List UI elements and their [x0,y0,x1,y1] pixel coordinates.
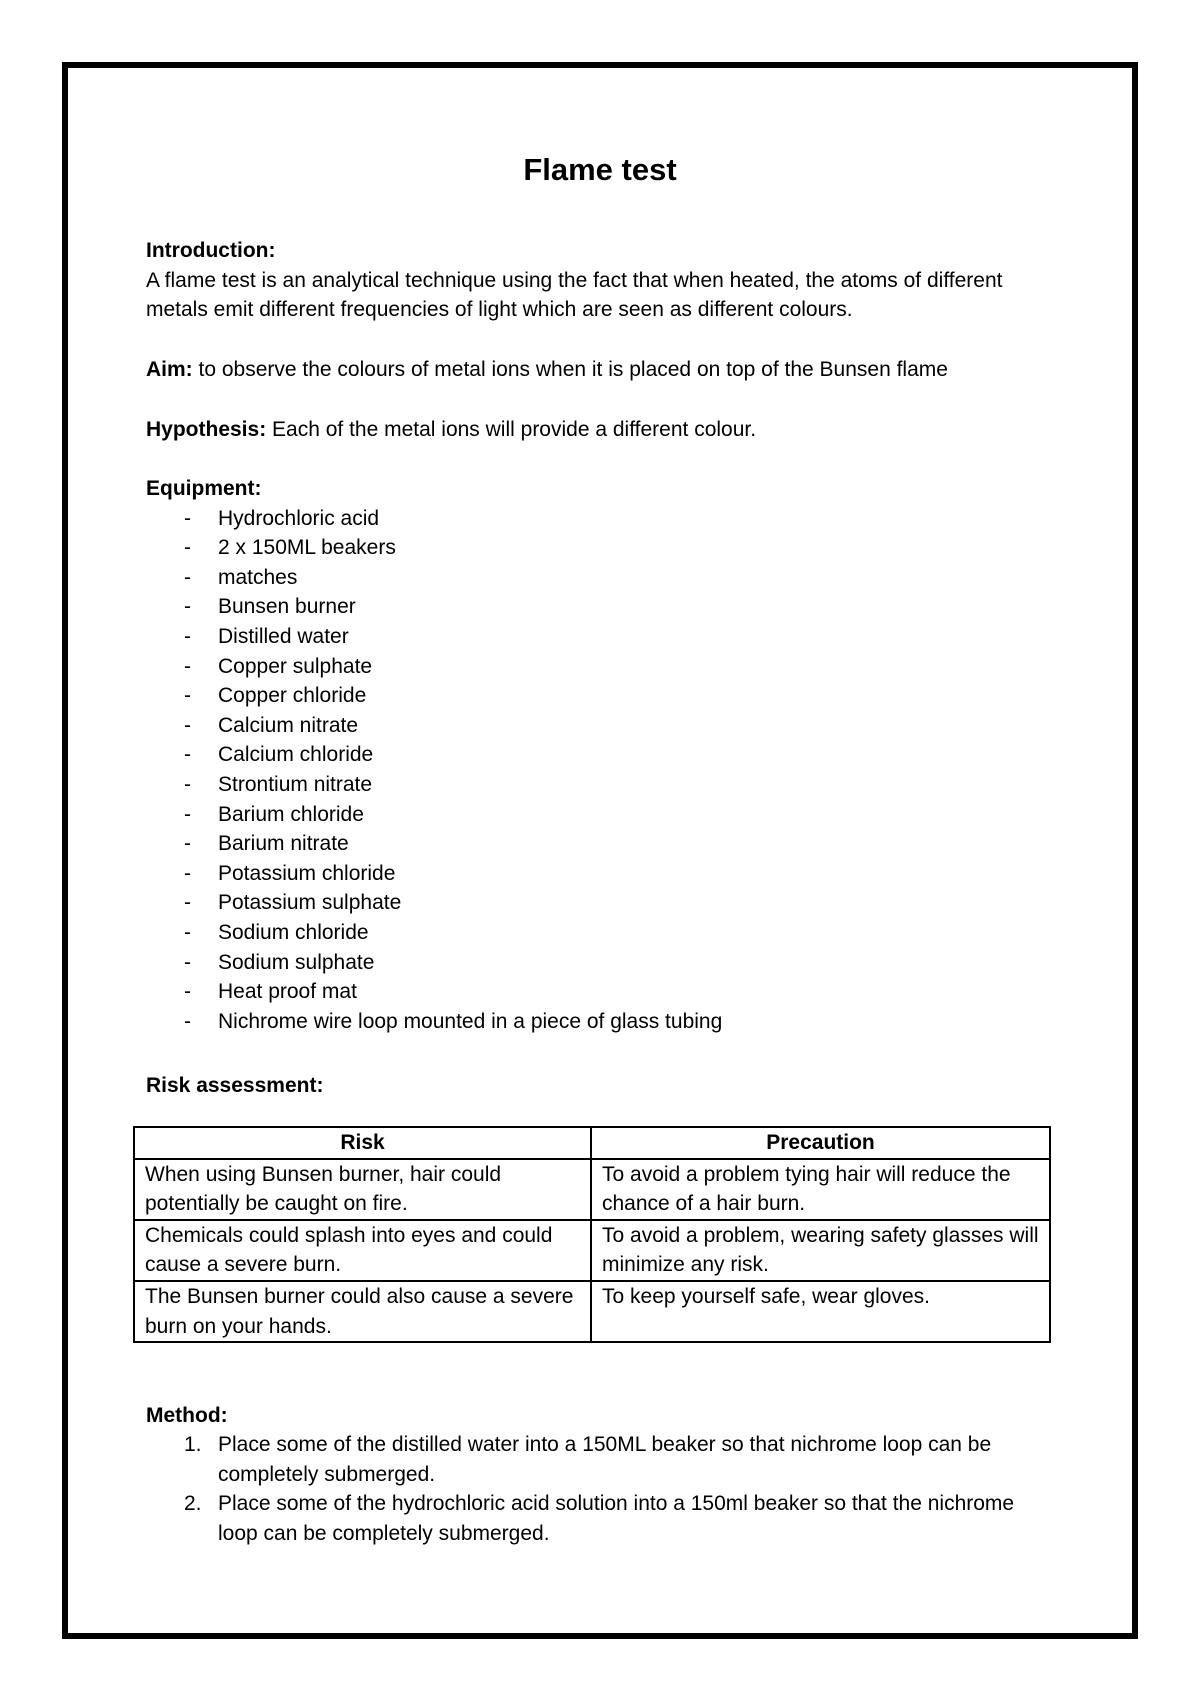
page-title: Flame test [523,152,677,187]
table-row [134,1220,1050,1281]
list-item: - Calcium chloride [184,743,374,767]
method-heading: Method: [146,1404,228,1427]
aim-text: to observe the colours of metal ions when it is placed on top of the Bunsen flame [192,358,948,381]
list-item: - Potassium chloride [184,861,396,885]
list-item: - Barium nitrate [184,832,349,856]
list-item: - Sodium sulphate [184,950,375,974]
hypothesis-text: Each of the metal ions will provide a different colour. [266,418,757,441]
method-section [146,1430,1046,1548]
risk-cell: Chemicals could splash into eyes and could cause a severe burn. [134,1220,591,1281]
list-item: - Copper chloride [184,684,367,708]
list-item: - Copper sulphate [184,654,373,678]
list-item: - Barium chloride [184,802,364,826]
list-item: 2. Place some of the hydrochloric acid solution into a 150ml beaker so that the nichrome loop can be completely submerged. [184,1492,1015,1545]
list-item: - Hydrochloric acid [184,506,380,530]
table-row [134,1159,1050,1220]
column-header-risk: Risk [134,1127,591,1159]
hypothesis-label: Hypothesis: [146,418,267,441]
risk-cell: When using Bunsen burner, hair could potentially be caught on fire. [134,1159,591,1220]
hypothesis-section [146,415,1046,445]
equipment-section [146,474,1046,1036]
risk-assessment-heading: Risk assessment: [146,1074,324,1097]
list-item: - Nichrome wire loop mounted in a piece of glass tubing [184,1009,723,1033]
equipment-heading: Equipment: [146,477,262,500]
list-item: - Heat proof mat [184,980,357,1004]
table-header-row [134,1127,1050,1159]
introduction-text: A flame test is an analytical technique using the fact that when heated, the atoms of different metals emit different frequencies of light which are seen as different colours. [146,268,1003,322]
list-item: 1. Place some of the distilled water into a 150ML beaker so that nichrome loop can be completely submerged. [184,1433,992,1486]
list-item: - Strontium nitrate [184,772,373,796]
list-item: - 2 x 150ML beakers [184,536,396,560]
method-steps [146,1430,1046,1548]
list-item: - Potassium sulphate [184,891,402,915]
introduction-section [146,236,1046,325]
list-item: - Calcium nitrate [184,713,359,737]
list-item: - Bunsen burner [184,595,356,619]
aim-section [146,355,1046,385]
table-row [134,1281,1050,1342]
list-item: - Sodium chloride [184,920,369,944]
column-header-precaution: Precaution [591,1127,1050,1159]
equipment-list [146,504,1046,1037]
risk-cell: The Bunsen burner could also cause a severe burn on your hands. [134,1281,591,1342]
aim-label: Aim: [146,358,193,381]
list-item: - matches [184,565,298,589]
introduction-heading: Introduction: [146,239,276,262]
precaution-cell: To avoid a problem tying hair will reduce the chance of a hair burn. [591,1159,1050,1220]
precaution-cell: To keep yourself safe, wear gloves. [591,1281,1050,1342]
precaution-cell: To avoid a problem, wearing safety glasses will minimize any risk. [591,1220,1050,1281]
risk-table [133,1126,1051,1343]
list-item: - Distilled water [184,624,349,648]
